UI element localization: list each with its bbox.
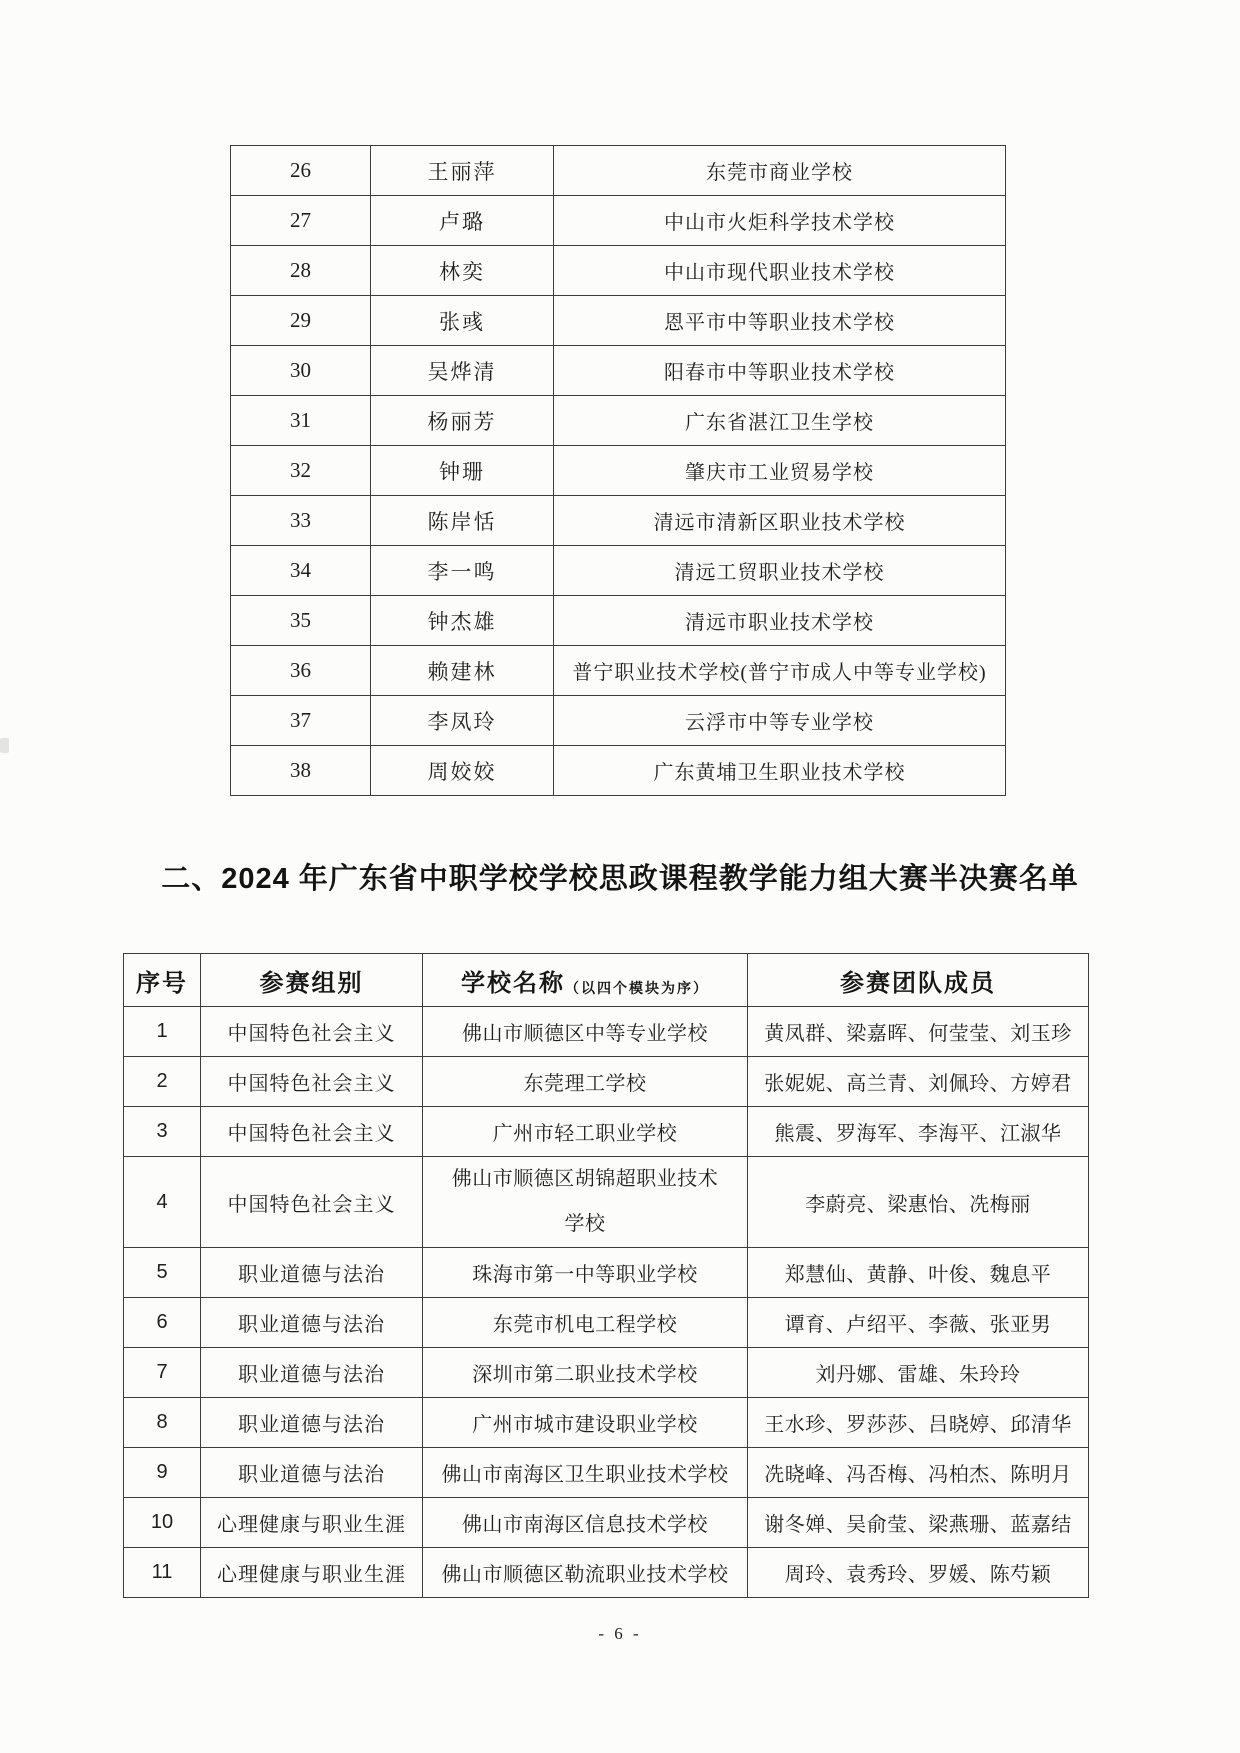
members-cell: 张妮妮、高兰青、刘佩玲、方婷君 (748, 1057, 1089, 1107)
table-row (124, 1007, 1089, 1057)
no-cell: 8 (124, 1398, 201, 1448)
team-table-body (124, 1007, 1089, 1598)
members-cell: 黄凤群、梁嘉晖、何莹莹、刘玉珍 (748, 1007, 1089, 1057)
members-cell: 周玲、袁秀玲、罗媛、陈芍颖 (748, 1548, 1089, 1598)
school-cell-text: 东莞市机电工程学校 (492, 1314, 678, 1336)
table-row (124, 1157, 1089, 1248)
school-cell-text: 佛山市南海区信息技术学校 (462, 1514, 708, 1536)
members-cell: 王水珍、罗莎莎、吕晓婷、邱清华 (748, 1398, 1089, 1448)
rank-cell: 28 (231, 246, 371, 296)
table-row (231, 296, 1006, 346)
school-cell-text: 广州市轻工职业学校 (492, 1123, 678, 1145)
no-cell: 3 (124, 1107, 201, 1157)
table-row (231, 546, 1006, 596)
school-cell: 阳春市中等职业技术学校 (554, 346, 1006, 396)
school-cell-text: 佛山市顺德区勒流职业技术学校 (441, 1564, 729, 1586)
table-row (231, 396, 1006, 446)
school-cell: 恩平市中等职业技术学校 (554, 296, 1006, 346)
col-header-no: 序号 (124, 954, 201, 1007)
school-cell-text: 深圳市第二职业技术学校 (472, 1364, 698, 1386)
group-cell: 中国特色社会主义 (201, 1157, 423, 1248)
group-cell: 心理健康与职业生涯 (201, 1498, 423, 1548)
school-cell: 清远市职业技术学校 (554, 596, 1006, 646)
table-row (231, 746, 1006, 796)
group-cell: 心理健康与职业生涯 (201, 1548, 423, 1598)
rank-cell: 32 (231, 446, 371, 496)
name-cell: 李凤玲 (371, 696, 554, 746)
table-row (231, 346, 1006, 396)
school-cell (423, 1107, 748, 1157)
school-cell: 广东省湛江卫生学校 (554, 396, 1006, 446)
table-row (231, 496, 1006, 546)
no-cell: 5 (124, 1248, 201, 1298)
school-cell-text: 广州市城市建设职业学校 (472, 1414, 698, 1436)
table-row (124, 1298, 1089, 1348)
members-cell: 李蔚亮、梁惠怡、冼梅丽 (748, 1157, 1089, 1248)
school-cell: 肇庆市工业贸易学校 (554, 446, 1006, 496)
col-header-school (423, 954, 748, 1007)
name-cell: 杨丽芳 (371, 396, 554, 446)
members-cell: 熊震、罗海军、李海平、江淑华 (748, 1107, 1089, 1157)
page-number: - 6 - (598, 1624, 642, 1643)
table-row (124, 1248, 1089, 1298)
name-cell: 李一鸣 (371, 546, 554, 596)
rank-cell: 34 (231, 546, 371, 596)
school-cell (423, 1298, 748, 1348)
no-cell: 4 (124, 1157, 201, 1248)
rank-cell: 31 (231, 396, 371, 446)
rank-cell: 36 (231, 646, 371, 696)
table-row (124, 1057, 1089, 1107)
no-cell: 9 (124, 1448, 201, 1498)
members-cell: 谢冬婵、吴俞莹、梁燕珊、蓝嘉结 (748, 1498, 1089, 1548)
name-cell: 陈岸恬 (371, 496, 554, 546)
school-cell (423, 1007, 748, 1057)
school-cell: 中山市火炬科学技术学校 (554, 196, 1006, 246)
name-cell: 卢璐 (371, 196, 554, 246)
table-row (124, 1398, 1089, 1448)
table-row (231, 646, 1006, 696)
rank-cell: 29 (231, 296, 371, 346)
name-cell: 周姣姣 (371, 746, 554, 796)
group-cell: 职业道德与法治 (201, 1348, 423, 1398)
table-row (124, 1548, 1089, 1598)
members-cell: 冼晓峰、冯否梅、冯柏杰、陈明月 (748, 1448, 1089, 1498)
school-cell-text: 佛山市顺德区中等专业学校 (462, 1023, 708, 1045)
col-header-school-note: （以四个模块为序） (565, 979, 709, 996)
rank-cell: 26 (231, 146, 371, 196)
team-table-header-row (124, 954, 1089, 1007)
group-cell: 中国特色社会主义 (201, 1007, 423, 1057)
col-header-group: 参赛组别 (201, 954, 423, 1007)
school-cell: 中山市现代职业技术学校 (554, 246, 1006, 296)
school-cell (423, 1448, 748, 1498)
group-cell: 职业道德与法治 (201, 1248, 423, 1298)
school-cell: 东莞市商业学校 (554, 146, 1006, 196)
individual-semifinal-table (230, 145, 1006, 796)
no-cell: 1 (124, 1007, 201, 1057)
rank-cell: 30 (231, 346, 371, 396)
section-2-heading: 二、2024 年广东省中职学校学校思政课程教学能力组大赛半决赛名单 (161, 863, 1079, 895)
table-row (231, 246, 1006, 296)
team-semifinal-table (123, 953, 1089, 1598)
name-cell: 钟珊 (371, 446, 554, 496)
members-cell: 郑慧仙、黄静、叶俊、魏息平 (748, 1248, 1089, 1298)
school-cell (423, 1548, 748, 1598)
school-cell (423, 1348, 748, 1398)
group-cell: 中国特色社会主义 (201, 1057, 423, 1107)
school-cell (423, 1398, 748, 1448)
school-cell (423, 1498, 748, 1548)
school-cell-text: 佛山市南海区卫生职业技术学校 (441, 1464, 729, 1486)
name-cell: 林奕 (371, 246, 554, 296)
name-cell: 王丽萍 (371, 146, 554, 196)
table-row (231, 596, 1006, 646)
table-row (231, 146, 1006, 196)
school-cell-text: 珠海市第一中等职业学校 (472, 1264, 698, 1286)
school-cell: 广东黄埔卫生职业技术学校 (554, 746, 1006, 796)
school-cell-text: 东莞理工学校 (523, 1073, 647, 1095)
rank-cell: 38 (231, 746, 371, 796)
table-row (231, 696, 1006, 746)
rank-cell: 27 (231, 196, 371, 246)
rank-cell: 35 (231, 596, 371, 646)
school-cell (423, 1057, 748, 1107)
school-cell (423, 1248, 748, 1298)
no-cell: 7 (124, 1348, 201, 1398)
school-cell: 清远市清新区职业技术学校 (554, 496, 1006, 546)
school-cell: 云浮市中等专业学校 (554, 696, 1006, 746)
group-cell: 中国特色社会主义 (201, 1107, 423, 1157)
table-row (231, 446, 1006, 496)
school-cell: 清远工贸职业技术学校 (554, 546, 1006, 596)
col-header-members: 参赛团队成员 (748, 954, 1089, 1007)
rank-cell: 37 (231, 696, 371, 746)
no-cell: 6 (124, 1298, 201, 1348)
name-cell: 钟杰雄 (371, 596, 554, 646)
table-row (124, 1107, 1089, 1157)
table-row (231, 196, 1006, 246)
table-row (124, 1498, 1089, 1548)
members-cell: 谭育、卢绍平、李薇、张亚男 (748, 1298, 1089, 1348)
school-cell (423, 1157, 748, 1248)
name-cell: 赖建林 (371, 646, 554, 696)
rank-cell: 33 (231, 496, 371, 546)
no-cell: 2 (124, 1057, 201, 1107)
no-cell: 11 (124, 1548, 201, 1598)
name-cell: 张彧 (371, 296, 554, 346)
school-cell-text: 佛山市顺德区胡锦超职业技术学校 (451, 1168, 719, 1235)
individual-table-body (231, 146, 1006, 796)
group-cell: 职业道德与法治 (201, 1448, 423, 1498)
scan-artifact (0, 738, 9, 753)
table-row (124, 1348, 1089, 1398)
members-cell: 刘丹娜、雷雄、朱玲玲 (748, 1348, 1089, 1398)
table-row (124, 1448, 1089, 1498)
group-cell: 职业道德与法治 (201, 1298, 423, 1348)
col-header-school-label: 学校名称 (461, 969, 565, 997)
name-cell: 吴烨清 (371, 346, 554, 396)
school-cell: 普宁职业技术学校(普宁市成人中等专业学校) (554, 646, 1006, 696)
group-cell: 职业道德与法治 (201, 1398, 423, 1448)
no-cell: 10 (124, 1498, 201, 1548)
